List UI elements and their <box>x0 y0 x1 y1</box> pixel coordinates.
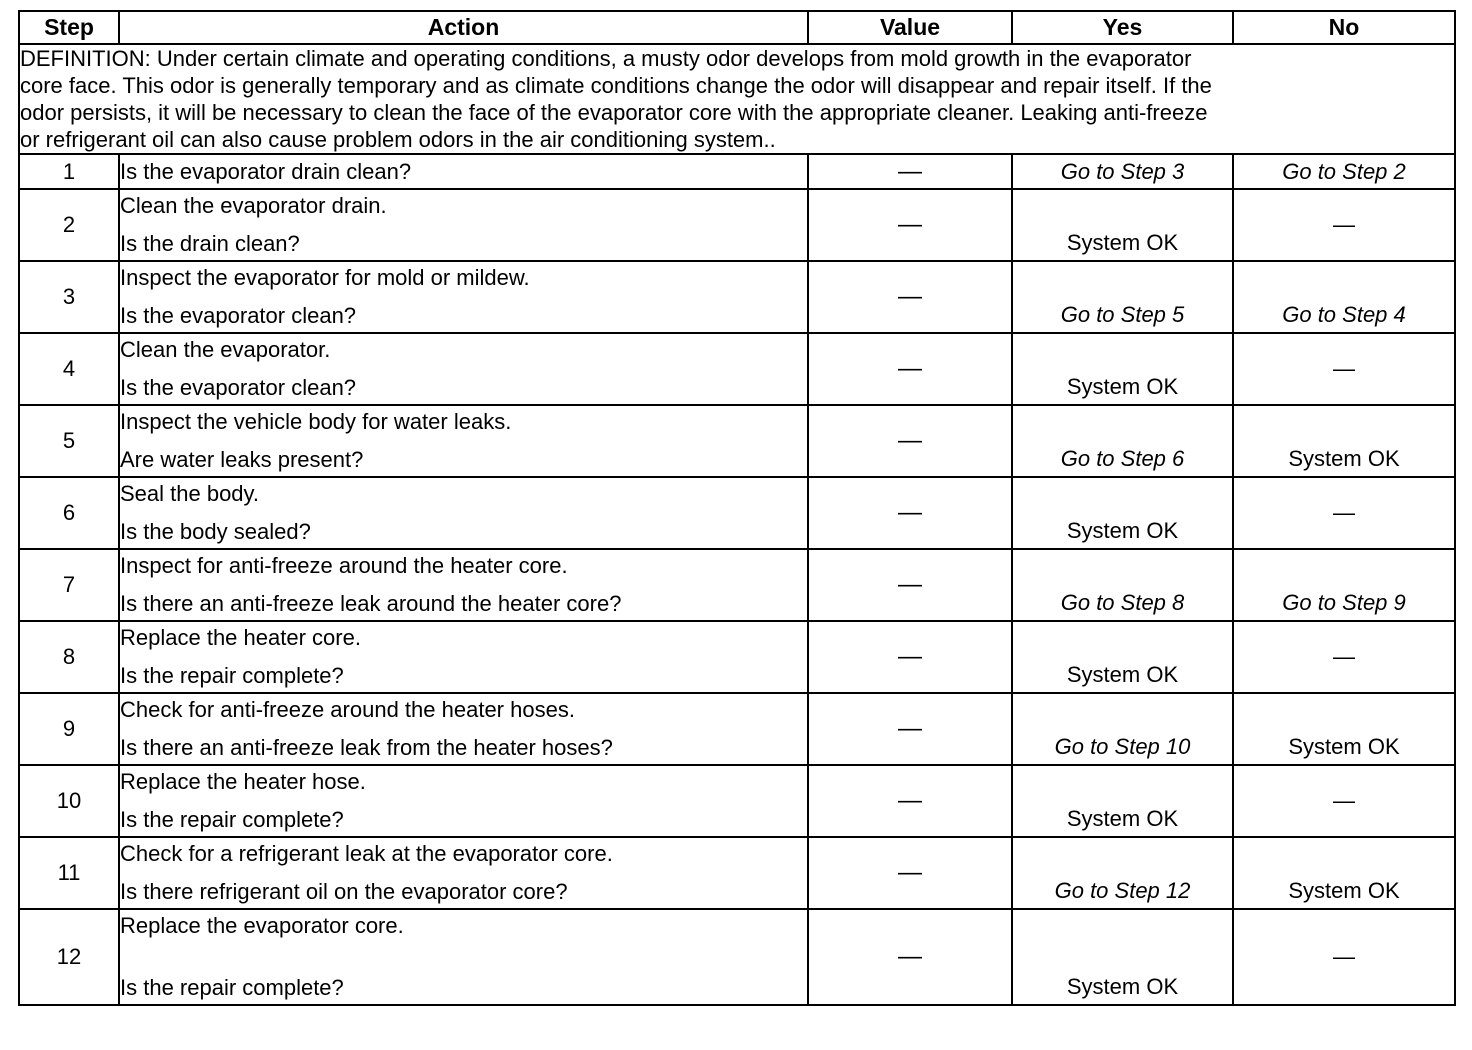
step-action: Is the evaporator drain clean? <box>119 154 808 189</box>
header-action: Action <box>119 11 808 44</box>
definition-line: or refrigerant oil can also cause problem odors in the air conditioning system.. <box>20 127 776 152</box>
table-row <box>19 333 1455 405</box>
step-no <box>1233 189 1455 261</box>
step-number: 10 <box>19 765 119 837</box>
goto-step-link: Go to Step 3 <box>1060 158 1185 184</box>
step-value: — <box>808 333 1012 405</box>
dash-mark: — <box>1333 788 1355 813</box>
table-row <box>19 549 1455 621</box>
step-number: 3 <box>19 261 119 333</box>
step-value: — <box>808 477 1012 549</box>
goto-step-link: Go to Step 4 <box>1282 302 1406 327</box>
action-question: Is there refrigerant oil on the evaporator core? <box>120 879 568 904</box>
action-instruction: Replace the evaporator core. <box>120 913 404 938</box>
action-question: Is the body sealed? <box>120 519 311 544</box>
step-no <box>1233 405 1455 477</box>
definition-line: core face. This odor is generally temporary and as climate conditions change the odor will disappear and repair itself. If the <box>20 73 1212 98</box>
definition-line: odor persists, it will be necessary to clean the face of the evaporator core with the appropriate cleaner. Leaking anti-freeze <box>20 100 1208 125</box>
step-no <box>1233 154 1455 189</box>
action-question: Is the drain clean? <box>120 231 300 256</box>
step-no <box>1233 621 1455 693</box>
table-row <box>19 837 1455 909</box>
step-number: 8 <box>19 621 119 693</box>
action-question: Are water leaks present? <box>120 447 364 472</box>
step-action <box>119 189 808 261</box>
step-action <box>119 693 808 765</box>
result-text: System OK <box>1288 446 1400 471</box>
step-action <box>119 837 808 909</box>
step-no <box>1233 477 1455 549</box>
dash-mark: — <box>1333 500 1355 525</box>
step-yes <box>1012 189 1233 261</box>
step-action <box>119 621 808 693</box>
table-row <box>19 405 1455 477</box>
step-no <box>1233 693 1455 765</box>
goto-step-link: Go to Step 10 <box>1054 734 1191 759</box>
header-row <box>19 11 1455 44</box>
step-no <box>1233 333 1455 405</box>
table-row <box>19 477 1455 549</box>
step-value: — <box>808 693 1012 765</box>
step-action <box>119 765 808 837</box>
step-number: 7 <box>19 549 119 621</box>
header-step: Step <box>19 11 119 44</box>
step-number: 6 <box>19 477 119 549</box>
step-value: — <box>808 405 1012 477</box>
step-action <box>119 333 808 405</box>
action-question: Is the evaporator clean? <box>120 303 357 328</box>
table-row <box>19 693 1455 765</box>
step-no <box>1233 549 1455 621</box>
step-yes <box>1012 477 1233 549</box>
result-text: System OK <box>1066 662 1179 687</box>
step-no <box>1233 909 1455 1005</box>
header-value: Value <box>808 11 1012 44</box>
diagnostic-table <box>18 10 1456 1006</box>
step-yes <box>1012 693 1233 765</box>
action-instruction: Replace the heater hose. <box>120 769 366 794</box>
table-row <box>19 154 1455 189</box>
action-question: Is the repair complete? <box>120 807 344 832</box>
step-action <box>119 909 808 1005</box>
goto-step-link: Go to Step 8 <box>1060 590 1185 615</box>
result-text: System OK <box>1288 878 1400 903</box>
definition-row <box>19 44 1455 154</box>
result-text: System OK <box>1066 374 1179 399</box>
goto-step-link: Go to Step 5 <box>1060 302 1185 327</box>
step-no <box>1233 837 1455 909</box>
step-number: 1 <box>19 154 119 189</box>
step-value: — <box>808 909 1012 1005</box>
result-text: System OK <box>1288 734 1400 759</box>
goto-step-link: Go to Step 12 <box>1054 878 1191 903</box>
step-number: 4 <box>19 333 119 405</box>
table-row <box>19 621 1455 693</box>
goto-step-link: Go to Step 2 <box>1282 158 1406 184</box>
goto-step-link: Go to Step 6 <box>1060 446 1185 471</box>
step-value: — <box>808 765 1012 837</box>
header-yes: Yes <box>1012 11 1233 44</box>
step-value: — <box>808 261 1012 333</box>
step-yes <box>1012 405 1233 477</box>
step-no <box>1233 261 1455 333</box>
action-instruction: Check for a refrigerant leak at the evaporator core. <box>120 841 613 866</box>
step-value: — <box>808 837 1012 909</box>
dash-mark: — <box>1333 356 1355 381</box>
step-no <box>1233 765 1455 837</box>
step-number: 5 <box>19 405 119 477</box>
step-value: — <box>808 621 1012 693</box>
action-question: Is the repair complete? <box>120 663 344 688</box>
dash-mark: — <box>1333 944 1355 969</box>
step-action <box>119 261 808 333</box>
step-action <box>119 477 808 549</box>
action-instruction: Inspect the vehicle body for water leaks. <box>120 409 512 434</box>
dash-mark: — <box>1333 212 1355 237</box>
step-action <box>119 405 808 477</box>
step-yes <box>1012 261 1233 333</box>
action-instruction: Inspect the evaporator for mold or mildew. <box>120 265 530 290</box>
step-value: — <box>808 154 1012 189</box>
step-number: 9 <box>19 693 119 765</box>
action-question: Is the repair complete? <box>120 975 344 1000</box>
action-instruction: Seal the body. <box>120 481 260 506</box>
table-row <box>19 765 1455 837</box>
step-yes <box>1012 765 1233 837</box>
header-no: No <box>1233 11 1455 44</box>
action-question: Is the evaporator clean? <box>120 375 357 400</box>
dash-mark: — <box>1333 644 1355 669</box>
step-yes <box>1012 621 1233 693</box>
step-number: 12 <box>19 909 119 1005</box>
result-text: System OK <box>1066 974 1179 999</box>
action-instruction: Replace the heater core. <box>120 625 361 650</box>
goto-step-link: Go to Step 9 <box>1282 590 1406 615</box>
table-row <box>19 261 1455 333</box>
action-question: Is there an anti-freeze leak around the heater core? <box>120 591 622 616</box>
step-yes <box>1012 549 1233 621</box>
step-number: 11 <box>19 837 119 909</box>
step-yes <box>1012 837 1233 909</box>
step-action <box>119 549 808 621</box>
definition-line: DEFINITION: Under certain climate and operating conditions, a musty odor develops from mold growth in the evaporator <box>20 46 1192 71</box>
action-instruction: Inspect for anti-freeze around the heater core. <box>120 553 568 578</box>
result-text: System OK <box>1066 518 1179 543</box>
action-question: Is there an anti-freeze leak from the heater hoses? <box>120 735 613 760</box>
table-row <box>19 909 1455 1005</box>
step-value: — <box>808 549 1012 621</box>
step-yes <box>1012 909 1233 1005</box>
result-text: System OK <box>1066 230 1179 255</box>
action-instruction: Clean the evaporator drain. <box>120 193 387 218</box>
step-number: 2 <box>19 189 119 261</box>
result-text: System OK <box>1066 806 1179 831</box>
table-row <box>19 189 1455 261</box>
step-yes <box>1012 154 1233 189</box>
action-instruction: Clean the evaporator. <box>120 337 331 362</box>
step-yes <box>1012 333 1233 405</box>
definition-text <box>19 44 1455 154</box>
action-instruction: Check for anti-freeze around the heater hoses. <box>120 697 575 722</box>
step-value: — <box>808 189 1012 261</box>
